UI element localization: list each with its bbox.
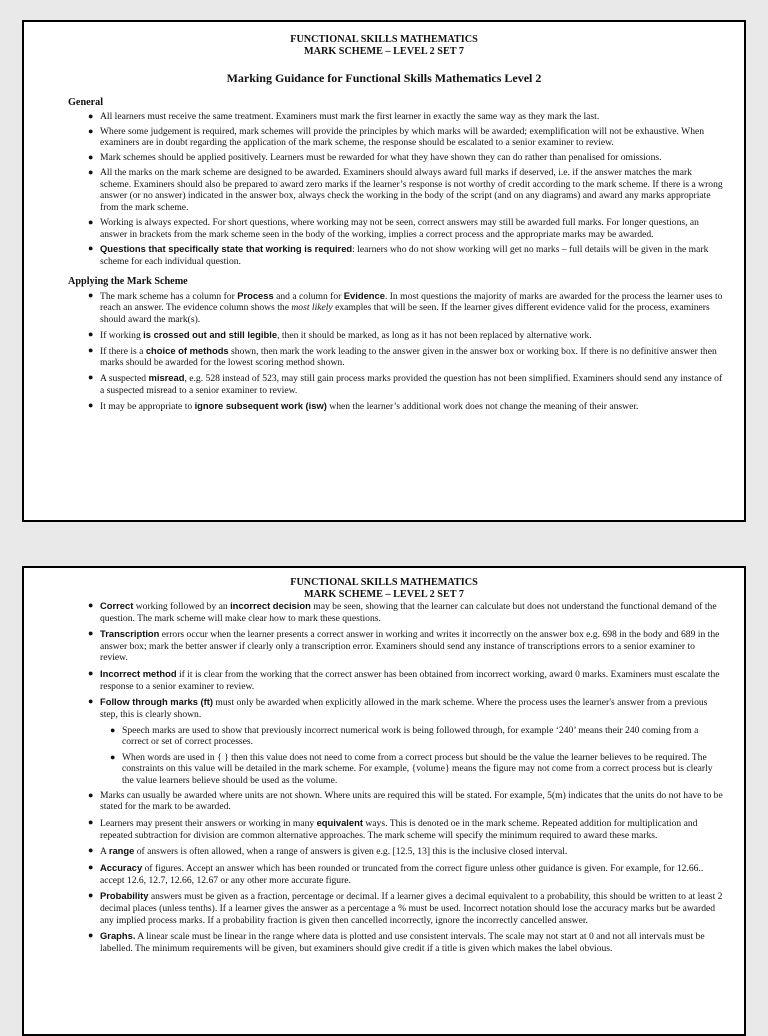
list-item-probability: ● Probability answers must be given as a fraction, percentage or decimal. If a learner gives a decimal equivalent to a probability, this should be written to at least 2 decimal places (unless tenths). If a learner gives the answer as a percentage a % must be used. Incorrect notation should lose the accuracy marks but be awarded any implied process marks. If a probability fraction is given then cancelled incorrectly, ignore the incorrectly cancelled answer. (88, 890, 723, 926)
bullet-icon: ● (88, 372, 94, 383)
bullet-icon: ● (88, 668, 94, 679)
list-item-transcription: ● Transcription errors occur when the learner presents a correct answer in working and writes it incorrectly on the answer box e.g. 698 in the body and 689 in the answer box; mark the better answer if clearly only a transcription error. Examiners should send any instance of transcriptions errors to a senior examiner to review. (88, 628, 720, 664)
list-item-equivalent: ● Learners may present their answers or working in many equivalent ways. This is denoted oe in the mark scheme. Repeated addition for multiplication and repeated subtraction for division are common alternative approaches. The mark scheme will specify the minimum required to award these marks. (88, 817, 698, 841)
section-heading-applying: Applying the Mark Scheme (68, 275, 188, 287)
bullet-icon: ● (88, 845, 94, 856)
section-heading-general: General (68, 97, 104, 108)
list-item-accuracy: ● Accuracy of figures. Accept an answer which has been rounded or truncated from the correct figure unless other guidance is given. For example, for 12.66.. accept 12.6, 12.7, 12.66, 12.67 or any other more accurate figure. (88, 862, 704, 886)
bullet-icon: ● (88, 696, 94, 707)
bullet-icon: ● (88, 167, 94, 178)
bullet-icon: ● (88, 125, 94, 136)
mark-scheme-page-1 (22, 20, 746, 522)
general-list (24, 111, 744, 268)
header-mark-scheme: MARK SCHEME – LEVEL 2 SET 7 (303, 588, 464, 600)
bullet-icon: ● (88, 789, 94, 800)
list-item-correct: ● Correct working followed by an incorrect decision may be seen, showing that the learner can calculate but does not understand the functional demand of the question. The mark scheme will make clear how to mark these questions. (88, 600, 717, 624)
mark-scheme-page-2 (22, 566, 746, 1036)
list-item-units: ● Marks can usually be awarded where units are not shown. Where units are required this will be stated. For example, 5(m) indicates that the units do not have to be stated for the mark to be awarded. (88, 789, 723, 813)
bullet-icon: ● (88, 328, 94, 339)
guidance-list (24, 600, 744, 721)
list-item: ● The mark scheme has a column for Process and a column for Evidence. In most questions the majority of marks are awarded for the process the learner uses to reach an answer. The evidence column shows the most likely examples that will be seen. If the learner gives different evidence valid for the process, examiners should award the mark(s). (88, 289, 723, 325)
list-item: ● Mark schemes should be applied positively. Learners must be rewarded for what they have shown they can do rather than penalised for omissions. (88, 152, 662, 164)
bullet-icon: ● (88, 930, 94, 941)
list-item: ● Where some judgement is required, mark schemes will provide the principles by which marks will be awarded; exemplification will not be exhaustive. When examiners are in doubt regarding the application of the mark scheme, the response should be escalated to a senior examiner to review. (88, 125, 705, 149)
list-item: ● All learners must receive the same treatment. Examiners must mark the first learner in exactly the same way as they mark the last. (88, 111, 600, 122)
bullet-icon: ● (88, 289, 94, 300)
list-item: ● All the marks on the mark scheme are designed to be awarded. Examiners should always award full marks if deserved, i.e. if the answer matches the mark scheme. Examiners should also be prepared to award zero marks if the learner’s response is not worthy of credit according to the mark scheme. If there is a wrong answer (or no answer) indicated in the answer box, always check the working in the body of the script (and on any diagrams) and award any marks appropriate from the mark scheme. (88, 167, 723, 214)
header-subject: FUNCTIONAL SKILLS MATHEMATICS (290, 34, 478, 45)
bullet-icon: ● (88, 600, 94, 610)
sub-list-item: ● Speech marks are used to show that previously incorrect numerical work is being followed through, for example ‘240’ means their 240 coming from a correct or set of correct processes. (110, 724, 699, 748)
list-item: ● If there is a choice of methods shown, then mark the work leading to the answer given in the answer box or working box. If there is no definitive answer then marks should be awarded for the lowest scoring method shown. (88, 344, 717, 369)
list-item-range: ● A range of answers is often allowed, when a range of answers is given e.g. [12.5, 13] this is the inclusive closed interval. (88, 845, 568, 858)
list-item: ● Working is always expected. For short questions, where working may not be seen, correct answers may still be awarded full marks. For longer questions, an answer in brackets from the mark scheme seen in the body of the working, implies a correct process and the appropriate marks may be awarded. (88, 216, 699, 240)
list-item: ● If working is crossed out and still legible, then it should be marked, as long as it has not been replaced by alternative work. (88, 328, 592, 341)
bullet-icon: ● (88, 216, 94, 227)
list-item: ● Questions that specifically state that working is required: learners who do not show working will get no marks – full details will be given in the mark scheme for each individual question. (88, 243, 709, 268)
bullet-icon: ● (88, 399, 94, 410)
list-item: ● A suspected misread, e.g. 528 instead of 523, may still gain process marks provided the question has not been simplified. Examiners should send any instance of a suspected misread to a senior examiner to review. (88, 372, 723, 396)
bullet-icon: ● (88, 152, 94, 163)
page-header (24, 577, 744, 600)
header-subject: FUNCTIONAL SKILLS MATHEMATICS (290, 577, 478, 588)
list-item-incorrect-method: ● Incorrect method if it is clear from the working that the correct answer has been obtained from incorrect working, award 0 marks. Examiners must escalate the response to a senior examiner to review. (88, 668, 720, 692)
bullet-icon: ● (88, 344, 94, 355)
list-item: ● It may be appropriate to ignore subsequent work (isw) when the learner’s additional work does not change the meaning of their answer. (88, 399, 639, 412)
bullet-icon: ● (88, 628, 94, 639)
page-header (24, 34, 744, 57)
applying-list (24, 290, 744, 413)
guidance-list-continued (24, 790, 744, 955)
bullet-icon: ● (88, 817, 94, 828)
bullet-icon: ● (88, 243, 94, 254)
sub-list-item: ● When words are used in { } then this value does not need to come from a correct process but should be the value the learner believes to be required. The constraints on this value will be detailed in the mark scheme. For example, {volume} means the figure may not come from a correct process but is clearly the value learners believe should be used as the volume. (110, 751, 713, 786)
bullet-icon: ● (110, 751, 116, 762)
header-mark-scheme: MARK SCHEME – LEVEL 2 SET 7 (303, 45, 464, 57)
bullet-icon: ● (88, 111, 94, 121)
bullet-icon: ● (88, 890, 94, 901)
page-title: Marking Guidance for Functional Skills Mathematics Level 2 (226, 71, 542, 85)
list-item-follow-through: ● Follow through marks (ft) must only be awarded when explicitly allowed in the mark scheme. Where the process uses the learner's answer from a previous step, this is clearly shown. (88, 696, 708, 721)
list-item-graphs: ● Graphs. A linear scale must be linear in the range where data is plotted and use consistent intervals. The scale may not start at 0 and not all intervals must be labelled. The minimum requirements will be given, but examiners should give credit if a title is given which makes the label obvious. (88, 930, 705, 954)
follow-through-sublist (24, 725, 744, 787)
bullet-icon: ● (88, 862, 94, 873)
bullet-icon: ● (110, 724, 116, 735)
